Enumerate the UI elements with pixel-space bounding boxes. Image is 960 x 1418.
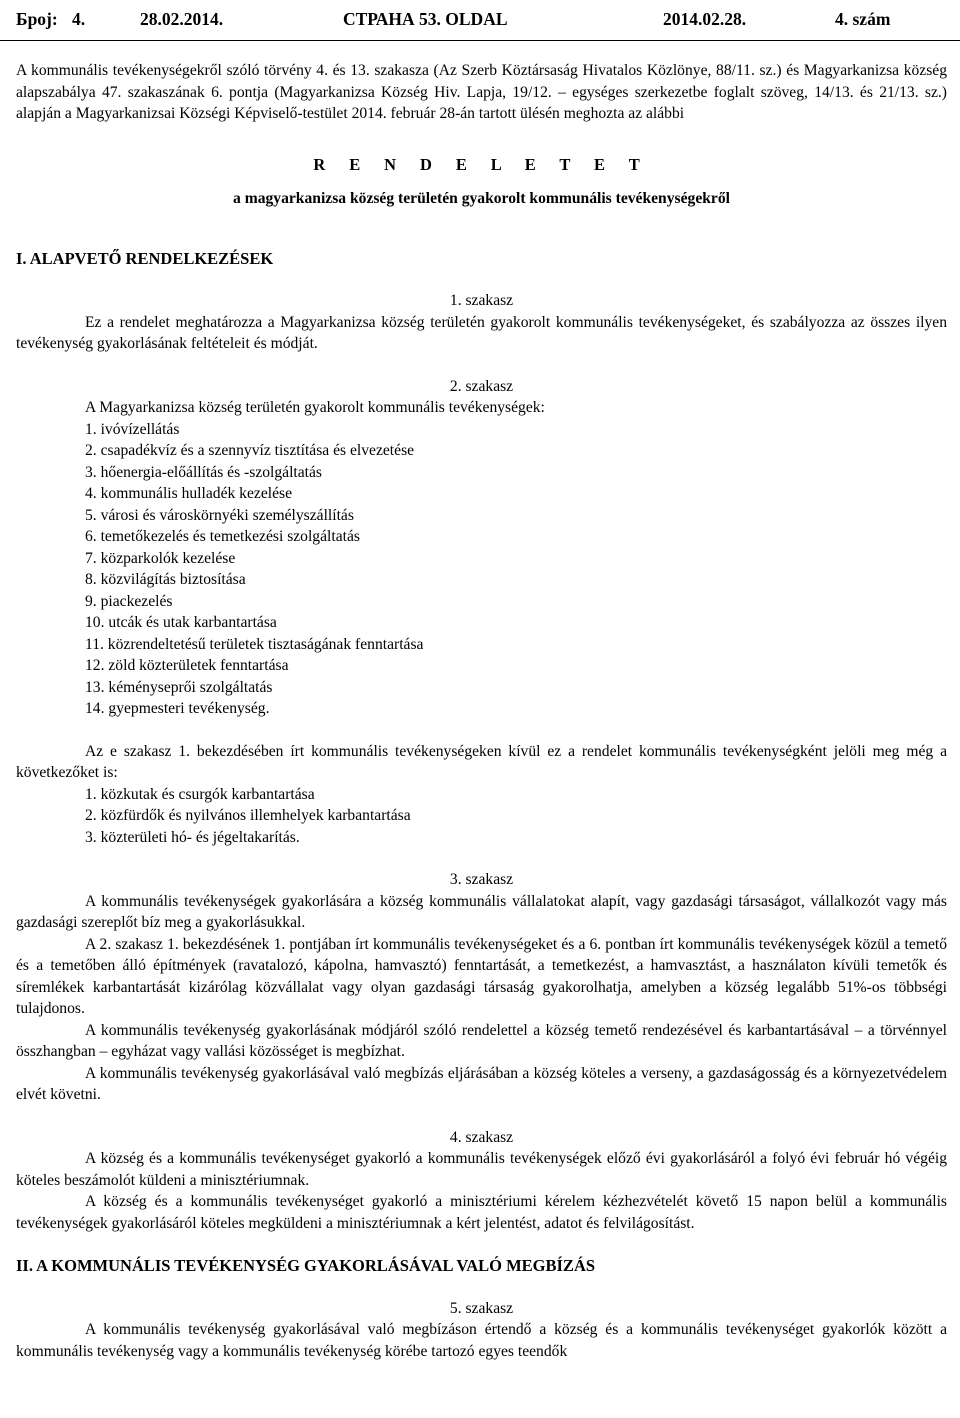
section-3-paragraph-3: A kommunális tevékenység gyakorlásának módjáról szóló rendelettel a község temető rendezésével és karbantartásával – a törvénnyel összhangban – egyházat vagy vallási közösséget is megbízhat. [16, 1021, 947, 1060]
preamble: A kommunális tevékenységekről szóló törvény 4. és 13. szakasza (Az Szerb Köztársaság Hivatalos Közlönye, 88/11. sz.) és Magyarkanizsa község alapszabálya 47. szakaszának 6. pontja (Magyarkanizsa Község Hiv. Lapja, 19/12. – egységes szerkezetbe foglalt szöveg, 14/13. és 21/13. sz.) alapján a Magyarkanizsai Községi Képviselő-testület 2014. február 28-án tartott ülésén meghozta az alábbi [16, 62, 947, 122]
list-item: 10. utcák és utak karbantartása [85, 614, 277, 631]
chapter-2-heading: II. A KOMMUNÁLIS TEVÉKENYSÉG GYAKORLÁSÁVAL VALÓ MEGBÍZÁS [16, 1256, 596, 1275]
list-item: 1. ivóvízellátás [85, 420, 180, 438]
section-2-paragraph-2: Az e szakasz 1. bekezdésében írt kommunális tevékenységeken kívül ez a rendelet kommunális tevékenységként jelöli meg még a következőket is: [16, 742, 947, 781]
list-item: 1. közkutak és csurgók karbantartása [85, 785, 315, 803]
list-item: 2. közfürdők és nyilvános illemhelyek karbantartása [85, 807, 411, 824]
chapter-1-heading: I. ALAPVETŐ RENDELKEZÉSEK [16, 248, 274, 268]
header-issue-number: 4. szám [835, 9, 891, 29]
list-item: 7. közparkolók kezelése [85, 549, 236, 567]
document-type-title: R E N D E L E T E T [313, 154, 650, 174]
header-date-hungarian: 2014.02.28. [663, 9, 747, 29]
section-3-paragraph-1: A kommunális tevékenységek gyakorlására a község kommunális vállalatokat alapít, vagy gazdasági társaságot, vállalkozót vagy más gazdasági szereplőt bíz meg a gyakorlásukkal. [16, 892, 947, 931]
section-1-text: Ez a rendelet meghatározza a Magyarkanizsa község területén gyakorolt kommunális tevékenységeket, és szabályozza az összes ilyen tevékenység gyakorlásának feltételeit és módját. [16, 313, 947, 352]
list-item: 13. kéményseprői szolgáltatás [85, 678, 273, 696]
section-2-intro: A Magyarkanizsa község területén gyakorolt kommunális tevékenységek: [85, 399, 545, 416]
page-header [0, 0, 960, 41]
list-item: 11. közrendeltetésű területek tisztaságának fenntartása [85, 635, 424, 653]
section-3-paragraph-4: A kommunális tevékenység gyakorlásával való megbízás eljárásában a község köteles a verseny, a gazdaságosság és a környezetvédelem elvét követni. [16, 1064, 947, 1103]
header-broj-number: 4. [72, 9, 86, 29]
list-item: 5. városi és városkörnyéki személyszállítás [85, 506, 354, 524]
list-item: 14. gyepmesteri tevékenység. [85, 700, 270, 717]
header-page-label: СТРАНА 53. OLDAL [343, 9, 508, 29]
section-4-title: 4. szakasz [449, 1128, 514, 1146]
document-body [16, 60, 947, 1362]
section-4-paragraph-1: A község és a kommunális tevékenységet gyakorló a kommunális tevékenységek előző évi gyakorlásáról a folyó évi február hó végéig köteles beszámolót küldeni a minisztériumnak. [16, 1150, 947, 1189]
list-item: 4. kommunális hulladék kezelése [85, 485, 292, 502]
section-5-title: 5. szakasz [449, 1299, 514, 1317]
header-broj-label: Број: [16, 9, 58, 29]
list-item: 9. piackezelés [85, 592, 173, 610]
list-item: 6. temetőkezelés és temetkezési szolgáltatás [85, 528, 360, 545]
section-3-title: 3. szakasz [449, 871, 514, 888]
list-item: 3. közterületi hó- és jégeltakarítás. [85, 828, 300, 846]
document-subtitle: a magyarkanizsa község területén gyakorolt kommunális tevékenységekről [233, 190, 730, 207]
list-item: 12. zöld közterületek fenntartása [85, 657, 289, 674]
section-1-title: 1. szakasz [449, 292, 514, 309]
header-date-serbian: 28.02.2014. [140, 9, 224, 29]
list-item: 3. hőenergia-előállítás és -szolgáltatás [85, 463, 322, 481]
list-item: 8. közvilágítás biztosítása [85, 571, 246, 588]
section-2-title: 2. szakasz [449, 377, 514, 395]
section-5-paragraph-1: A kommunális tevékenység gyakorlásával való megbízáson értendő a község és a kommunális tevékenységet gyakorlók között a kommunális tevékenység vagy a kommunális tevékenység körébe tartozó egyes teendők [16, 1321, 947, 1360]
section-4-paragraph-2: A község és a kommunális tevékenységet gyakorló a minisztériumi kérelem kézhezvételét követő 15 napon belül a kommunális tevékenységek gyakorlásáról köteles megküldeni a minisztériumnak a kért jelentést, adatot és felvilágosítást. [16, 1193, 947, 1232]
list-item: 2. csapadékvíz és a szennyvíz tisztítása és elvezetése [85, 442, 415, 459]
section-3-paragraph-2: A 2. szakasz 1. bekezdésének 1. pontjában írt kommunális tevékenységeket és a 6. pontban írt kommunális tevékenységek közül a temető és a temetőben álló építmények (ravatalozó, kápolna, hamvasztó) fenntartását, a temetkezést, a hamvasztást, a használaton kívüli temetők és síremlékek karbantartását kizárólag közvállalat vagy olyan gazdasági társaság gyakorolhatja, amelyben a község legalább 51%-os többségi tulajdonos. [16, 935, 947, 1017]
